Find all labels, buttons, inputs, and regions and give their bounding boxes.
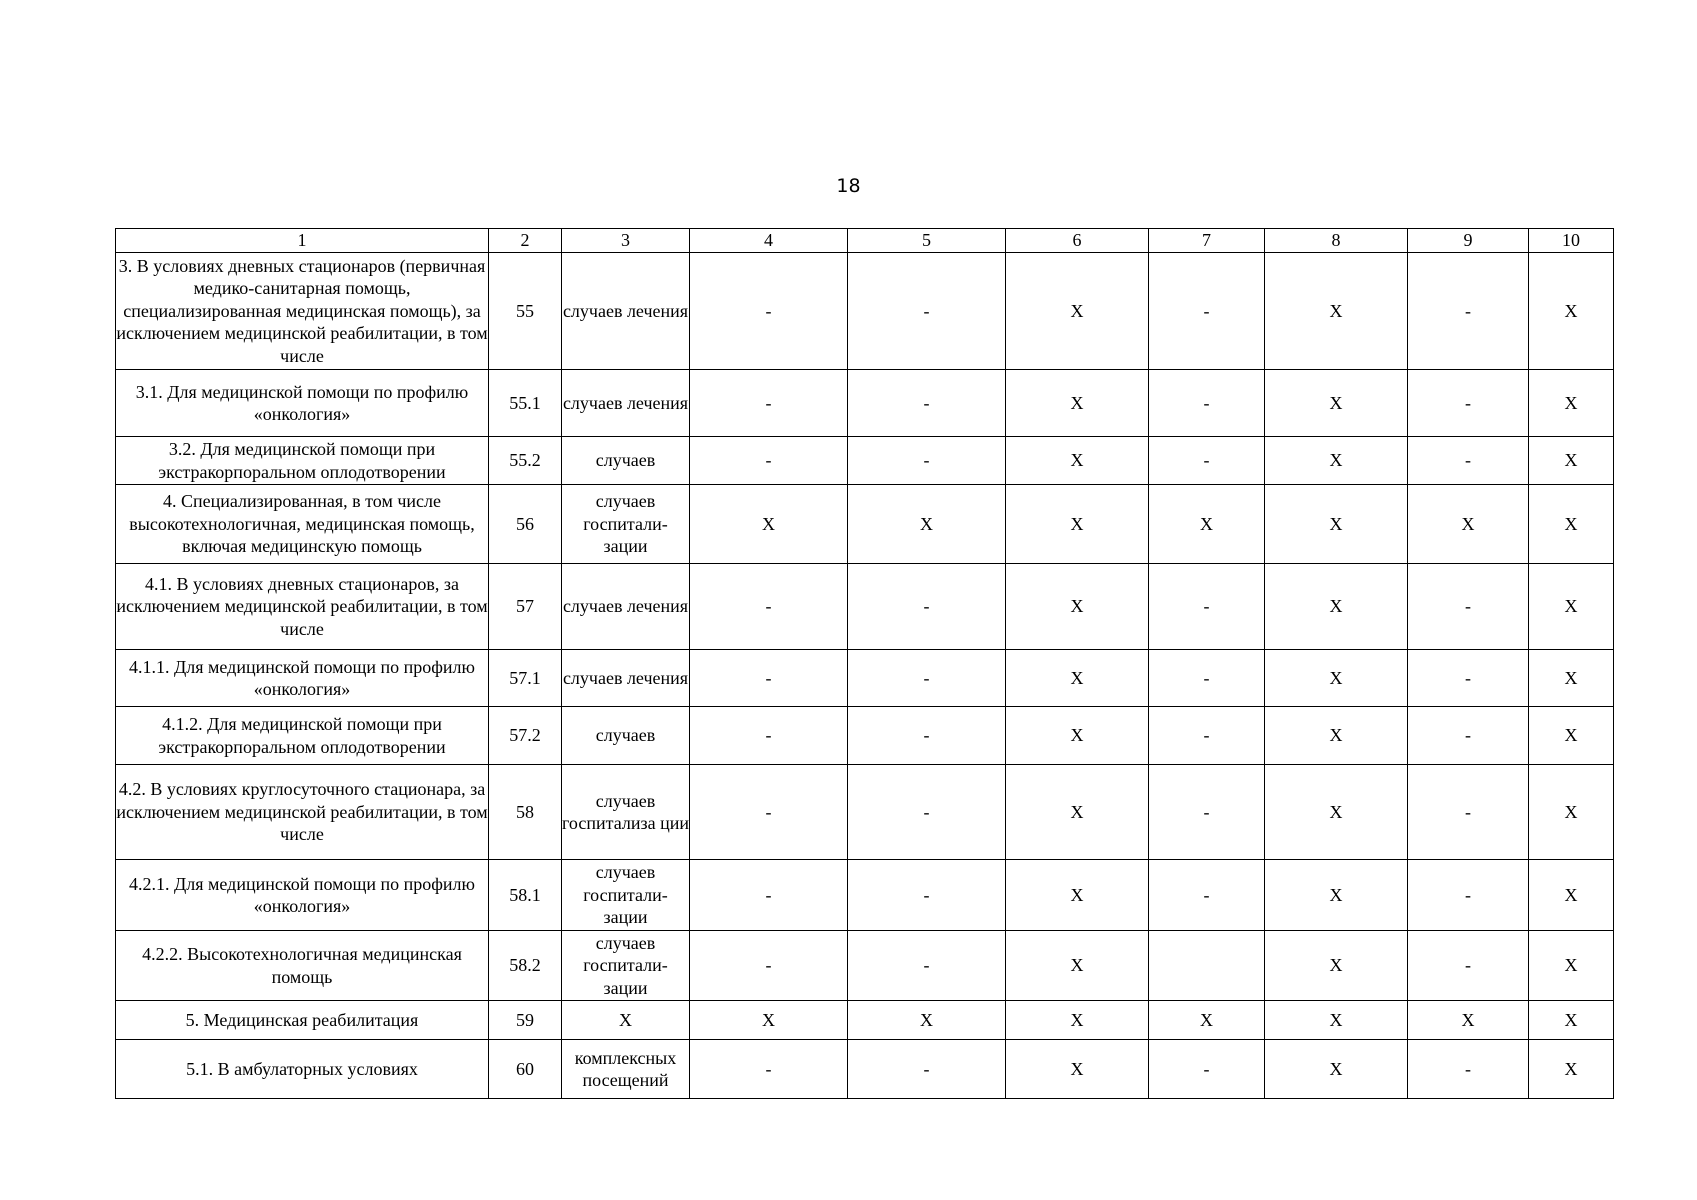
row-value-cell: Х bbox=[1006, 485, 1149, 564]
row-value-cell: - bbox=[1408, 765, 1529, 860]
row-value-cell: - bbox=[690, 564, 848, 650]
row-value-cell: Х bbox=[1149, 485, 1265, 564]
row-value-cell: Х bbox=[1265, 253, 1408, 370]
row-value-cell: - bbox=[848, 707, 1006, 765]
row-value-cell: Х bbox=[690, 1001, 848, 1040]
row-name-cell: 3.2. Для медицинской помощи при экстракорпоральном оплодотворении bbox=[116, 437, 489, 485]
table-row bbox=[116, 437, 1614, 485]
row-unit-cell: случаев bbox=[562, 707, 690, 765]
row-value-cell: - bbox=[690, 1040, 848, 1099]
column-header: 8 bbox=[1265, 229, 1408, 253]
table-row bbox=[116, 370, 1614, 437]
row-value-cell: - bbox=[690, 437, 848, 485]
row-value-cell: Х bbox=[1265, 437, 1408, 485]
column-header: 2 bbox=[489, 229, 562, 253]
row-value-cell: Х bbox=[1529, 485, 1614, 564]
row-name-cell: 4.2. В условиях круглосуточного стационара, за исключением медицинской реабилитации, в том числе bbox=[116, 765, 489, 860]
row-value-cell: Х bbox=[1006, 707, 1149, 765]
row-value-cell: - bbox=[690, 860, 848, 931]
row-value-cell: - bbox=[1149, 765, 1265, 860]
row-value-cell: - bbox=[1408, 860, 1529, 931]
row-code-cell: 58.1 bbox=[489, 860, 562, 931]
row-value-cell: Х bbox=[1529, 707, 1614, 765]
row-unit-cell: случаев лечения bbox=[562, 253, 690, 370]
row-value-cell: Х bbox=[1265, 1040, 1408, 1099]
row-code-cell: 58 bbox=[489, 765, 562, 860]
table-body bbox=[116, 253, 1614, 1099]
column-header: 10 bbox=[1529, 229, 1614, 253]
row-unit-cell: Х bbox=[562, 1001, 690, 1040]
table-row bbox=[116, 1001, 1614, 1040]
column-header: 1 bbox=[116, 229, 489, 253]
column-header: 3 bbox=[562, 229, 690, 253]
column-header: 5 bbox=[848, 229, 1006, 253]
row-value-cell: Х bbox=[1529, 650, 1614, 707]
row-value-cell: Х bbox=[1529, 1040, 1614, 1099]
row-code-cell: 57.1 bbox=[489, 650, 562, 707]
row-unit-cell: случаев лечения bbox=[562, 650, 690, 707]
row-value-cell: Х bbox=[1006, 931, 1149, 1001]
row-code-cell: 59 bbox=[489, 1001, 562, 1040]
table-row bbox=[116, 485, 1614, 564]
row-value-cell: - bbox=[1408, 437, 1529, 485]
row-value-cell bbox=[1149, 931, 1265, 1001]
row-value-cell: - bbox=[848, 650, 1006, 707]
table-row bbox=[116, 564, 1614, 650]
row-unit-cell: комплексных посещений bbox=[562, 1040, 690, 1099]
row-value-cell: - bbox=[848, 437, 1006, 485]
column-header: 7 bbox=[1149, 229, 1265, 253]
row-unit-cell: случаев лечения bbox=[562, 370, 690, 437]
row-code-cell: 55.2 bbox=[489, 437, 562, 485]
row-code-cell: 58.2 bbox=[489, 931, 562, 1001]
row-code-cell: 56 bbox=[489, 485, 562, 564]
row-value-cell: Х bbox=[1529, 437, 1614, 485]
row-code-cell: 60 bbox=[489, 1040, 562, 1099]
row-value-cell: - bbox=[848, 765, 1006, 860]
row-value-cell: Х bbox=[1529, 765, 1614, 860]
row-value-cell: - bbox=[690, 765, 848, 860]
row-value-cell: Х bbox=[1149, 1001, 1265, 1040]
row-unit-cell: случаев госпитализа ции bbox=[562, 765, 690, 860]
row-value-cell: Х bbox=[1265, 370, 1408, 437]
row-value-cell: - bbox=[690, 650, 848, 707]
column-header: 4 bbox=[690, 229, 848, 253]
row-value-cell: - bbox=[1149, 564, 1265, 650]
row-unit-cell: случаев госпитали-зации bbox=[562, 931, 690, 1001]
row-value-cell: Х bbox=[1265, 564, 1408, 650]
table-row bbox=[116, 1040, 1614, 1099]
row-unit-cell: случаев госпитали-зации bbox=[562, 860, 690, 931]
row-value-cell: - bbox=[690, 253, 848, 370]
row-value-cell: Х bbox=[1529, 370, 1614, 437]
table-row bbox=[116, 765, 1614, 860]
row-value-cell: Х bbox=[1006, 564, 1149, 650]
row-name-cell: 4.1. В условиях дневных стационаров, за исключением медицинской реабилитации, в том числе bbox=[116, 564, 489, 650]
row-value-cell: Х bbox=[1408, 1001, 1529, 1040]
row-value-cell: - bbox=[1149, 707, 1265, 765]
row-name-cell: 3. В условиях дневных стационаров (первичная медико-санитарная помощь, специализированная медицинская помощь), за исключением медицинской реабилитации, в том числе bbox=[116, 253, 489, 370]
row-value-cell: - bbox=[1149, 370, 1265, 437]
row-name-cell: 4.2.2. Высокотехнологичная медицинская помощь bbox=[116, 931, 489, 1001]
row-value-cell: - bbox=[848, 860, 1006, 931]
row-value-cell: Х bbox=[1006, 370, 1149, 437]
row-value-cell: - bbox=[1408, 253, 1529, 370]
row-value-cell: Х bbox=[1006, 765, 1149, 860]
row-value-cell: - bbox=[848, 931, 1006, 1001]
data-table bbox=[115, 228, 1614, 1099]
table-row bbox=[116, 650, 1614, 707]
row-name-cell: 4.2.1. Для медицинской помощи по профилю «онкология» bbox=[116, 860, 489, 931]
row-value-cell: - bbox=[1149, 1040, 1265, 1099]
row-value-cell: - bbox=[1149, 650, 1265, 707]
row-value-cell: Х bbox=[1265, 931, 1408, 1001]
row-value-cell: - bbox=[848, 370, 1006, 437]
column-number-row bbox=[116, 229, 1614, 253]
row-value-cell: Х bbox=[1265, 1001, 1408, 1040]
row-value-cell: Х bbox=[1265, 860, 1408, 931]
table-row bbox=[116, 707, 1614, 765]
column-header: 6 bbox=[1006, 229, 1149, 253]
row-value-cell: Х bbox=[848, 1001, 1006, 1040]
row-value-cell: - bbox=[1149, 860, 1265, 931]
row-value-cell: - bbox=[690, 931, 848, 1001]
row-value-cell: Х bbox=[1408, 485, 1529, 564]
row-value-cell: - bbox=[690, 707, 848, 765]
row-value-cell: - bbox=[1408, 931, 1529, 1001]
row-unit-cell: случаев госпитали-зации bbox=[562, 485, 690, 564]
row-value-cell: Х bbox=[1265, 650, 1408, 707]
row-name-cell: 4. Специализированная, в том числе высокотехнологичная, медицинская помощь, включая медицинскую помощь bbox=[116, 485, 489, 564]
row-value-cell: - bbox=[1408, 707, 1529, 765]
row-value-cell: Х bbox=[1265, 765, 1408, 860]
row-value-cell: Х bbox=[1529, 860, 1614, 931]
row-value-cell: Х bbox=[1006, 1040, 1149, 1099]
row-code-cell: 57 bbox=[489, 564, 562, 650]
row-unit-cell: случаев лечения bbox=[562, 564, 690, 650]
row-value-cell: Х bbox=[848, 485, 1006, 564]
row-value-cell: Х bbox=[1006, 437, 1149, 485]
row-name-cell: 5. Медицинская реабилитация bbox=[116, 1001, 489, 1040]
row-code-cell: 57.2 bbox=[489, 707, 562, 765]
row-value-cell: - bbox=[1408, 564, 1529, 650]
row-name-cell: 4.1.2. Для медицинской помощи при экстракорпоральном оплодотворении bbox=[116, 707, 489, 765]
row-unit-cell: случаев bbox=[562, 437, 690, 485]
row-value-cell: Х bbox=[1006, 650, 1149, 707]
row-value-cell: - bbox=[690, 370, 848, 437]
row-value-cell: Х bbox=[1529, 253, 1614, 370]
row-value-cell: - bbox=[1408, 650, 1529, 707]
row-value-cell: Х bbox=[1529, 931, 1614, 1001]
table-row bbox=[116, 253, 1614, 370]
table-row bbox=[116, 860, 1614, 931]
row-name-cell: 5.1. В амбулаторных условиях bbox=[116, 1040, 489, 1099]
row-value-cell: Х bbox=[1529, 564, 1614, 650]
row-value-cell: Х bbox=[1265, 485, 1408, 564]
row-name-cell: 3.1. Для медицинской помощи по профилю «онкология» bbox=[116, 370, 489, 437]
page-number: 18 bbox=[836, 175, 861, 197]
column-header: 9 bbox=[1408, 229, 1529, 253]
row-value-cell: Х bbox=[1006, 253, 1149, 370]
row-value-cell: Х bbox=[1529, 1001, 1614, 1040]
row-value-cell: - bbox=[1408, 370, 1529, 437]
row-value-cell: - bbox=[848, 1040, 1006, 1099]
row-value-cell: - bbox=[1408, 1040, 1529, 1099]
row-value-cell: - bbox=[1149, 253, 1265, 370]
row-value-cell: - bbox=[1149, 437, 1265, 485]
row-value-cell: - bbox=[848, 564, 1006, 650]
row-value-cell: Х bbox=[1265, 707, 1408, 765]
table-row bbox=[116, 931, 1614, 1001]
row-value-cell: Х bbox=[1006, 860, 1149, 931]
row-code-cell: 55 bbox=[489, 253, 562, 370]
row-code-cell: 55.1 bbox=[489, 370, 562, 437]
row-value-cell: - bbox=[848, 253, 1006, 370]
row-name-cell: 4.1.1. Для медицинской помощи по профилю «онкология» bbox=[116, 650, 489, 707]
row-value-cell: Х bbox=[1006, 1001, 1149, 1040]
row-value-cell: Х bbox=[690, 485, 848, 564]
